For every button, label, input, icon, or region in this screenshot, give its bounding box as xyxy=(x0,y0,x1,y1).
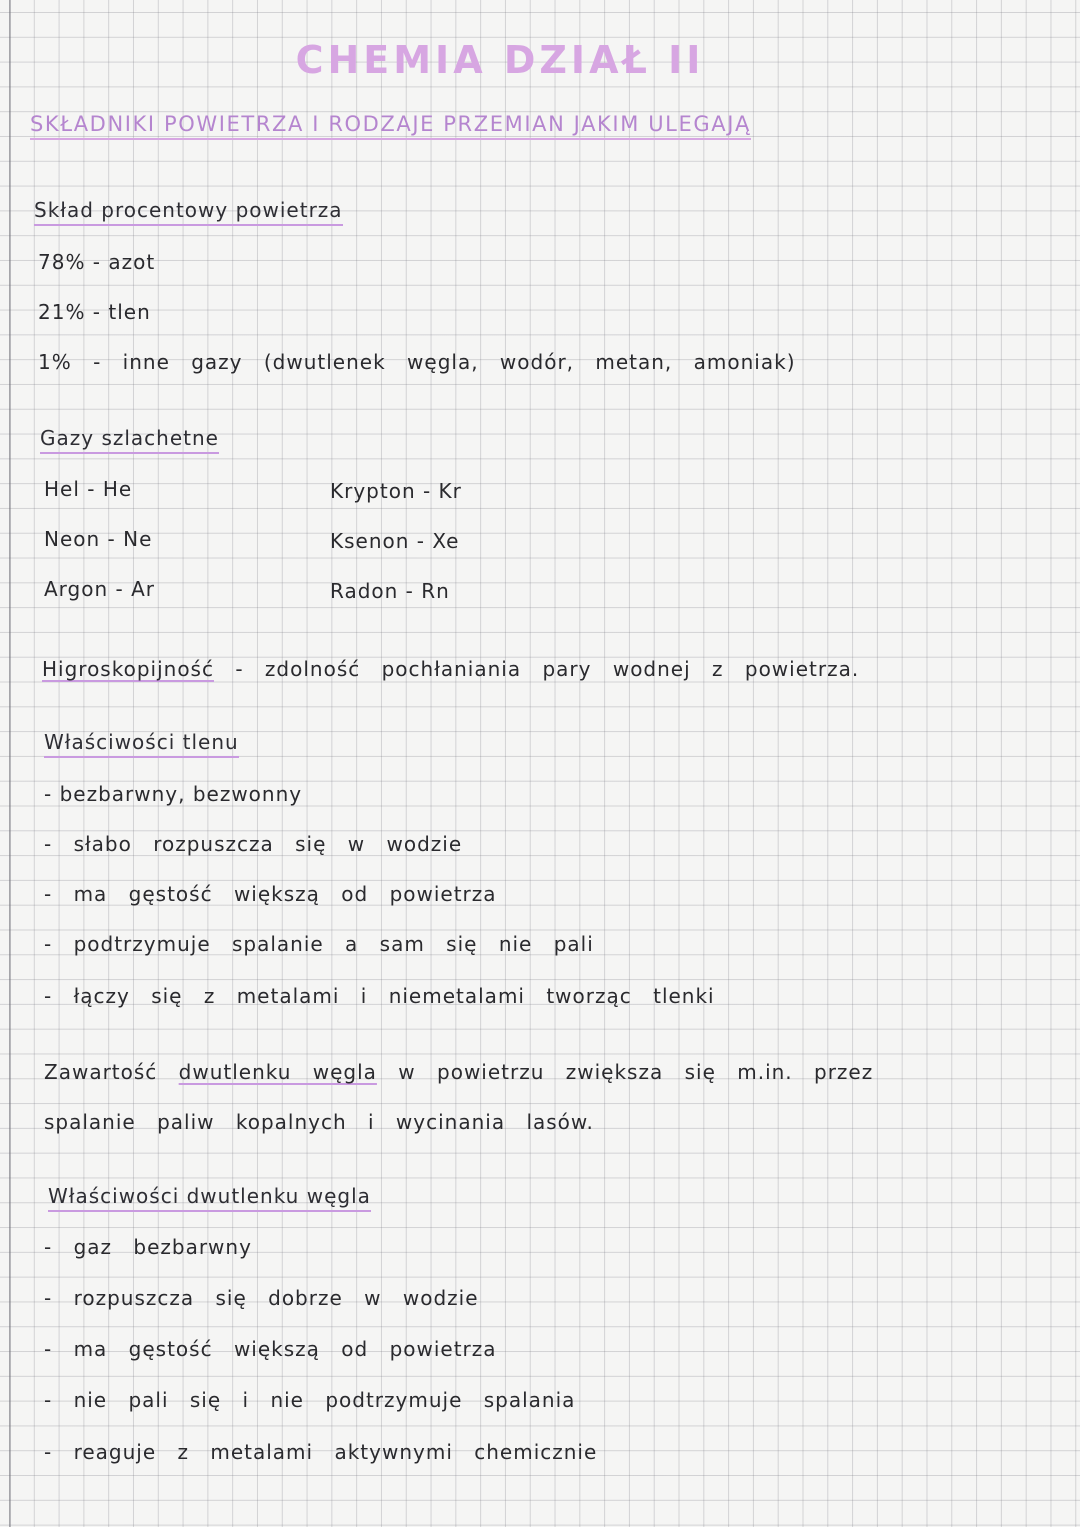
page-subtitle xyxy=(30,112,751,136)
oxygen-item: - bezbarwny, bezwonny xyxy=(44,782,303,806)
hygroscopy-term: Higroskopijność xyxy=(42,657,214,681)
page-title: CHEMIA DZIAŁ II xyxy=(295,38,705,82)
composition-heading: Skład procentowy powietrza xyxy=(34,198,343,226)
noble-gas-item: Argon - Ar xyxy=(44,577,155,601)
oxygen-item: - podtrzymuje spalanie a sam się nie pali xyxy=(44,932,594,956)
subtitle-text: SKŁADNIKI POWIETRZA I RODZAJE PRZEMIAN JAKIM ULEGAJĄ xyxy=(30,112,751,140)
oxygen-item: - słabo rozpuszcza się w wodzie xyxy=(44,832,463,856)
co2-heading: Właściwości dwutlenku węgla xyxy=(48,1184,371,1212)
composition-item: 1% - inne gazy (dwutlenek węgla, wodór, metan, amoniak) xyxy=(38,350,796,374)
co2-paragraph-pre: Zawartość xyxy=(44,1060,179,1084)
noble-gas-item: Neon - Ne xyxy=(44,527,153,551)
noble-gas-item: Hel - He xyxy=(44,477,133,501)
margin-line xyxy=(9,0,11,1527)
noble-gas-item: Ksenon - Xe xyxy=(330,529,460,553)
co2-paragraph-term: dwutlenku węgla xyxy=(178,1060,377,1084)
co2-item: - reaguje z metalami aktywnymi chemicznie xyxy=(44,1440,598,1464)
noble-gases-heading: Gazy szlachetne xyxy=(40,426,219,454)
noble-gas-item: Krypton - Kr xyxy=(330,479,462,503)
co2-item: - rozpuszcza się dobrze w wodzie xyxy=(44,1286,479,1310)
co2-item: - nie pali się i nie podtrzymuje spalania xyxy=(44,1388,576,1412)
oxygen-heading: Właściwości tlenu xyxy=(44,730,239,758)
co2-paragraph-rest: w powietrzu zwiększa się m.in. przez xyxy=(376,1060,874,1084)
co2-paragraph-line1 xyxy=(44,1060,873,1084)
co2-paragraph-line2: spalanie paliw kopalnych i wycinania lasów. xyxy=(44,1110,594,1134)
composition-item: 78% - azot xyxy=(38,250,156,274)
hygroscopy-definition xyxy=(42,657,859,681)
composition-item: 21% - tlen xyxy=(38,300,151,324)
noble-gas-item: Radon - Rn xyxy=(330,579,450,603)
oxygen-item: - ma gęstość większą od powietrza xyxy=(44,882,497,906)
co2-item: - ma gęstość większą od powietrza xyxy=(44,1337,497,1361)
oxygen-item: - łączy się z metalami i niemetalami tworząc tlenki xyxy=(44,984,715,1008)
hygroscopy-text: - zdolność pochłaniania pary wodnej z powietrza. xyxy=(213,657,860,681)
co2-item: - gaz bezbarwny xyxy=(44,1235,252,1259)
